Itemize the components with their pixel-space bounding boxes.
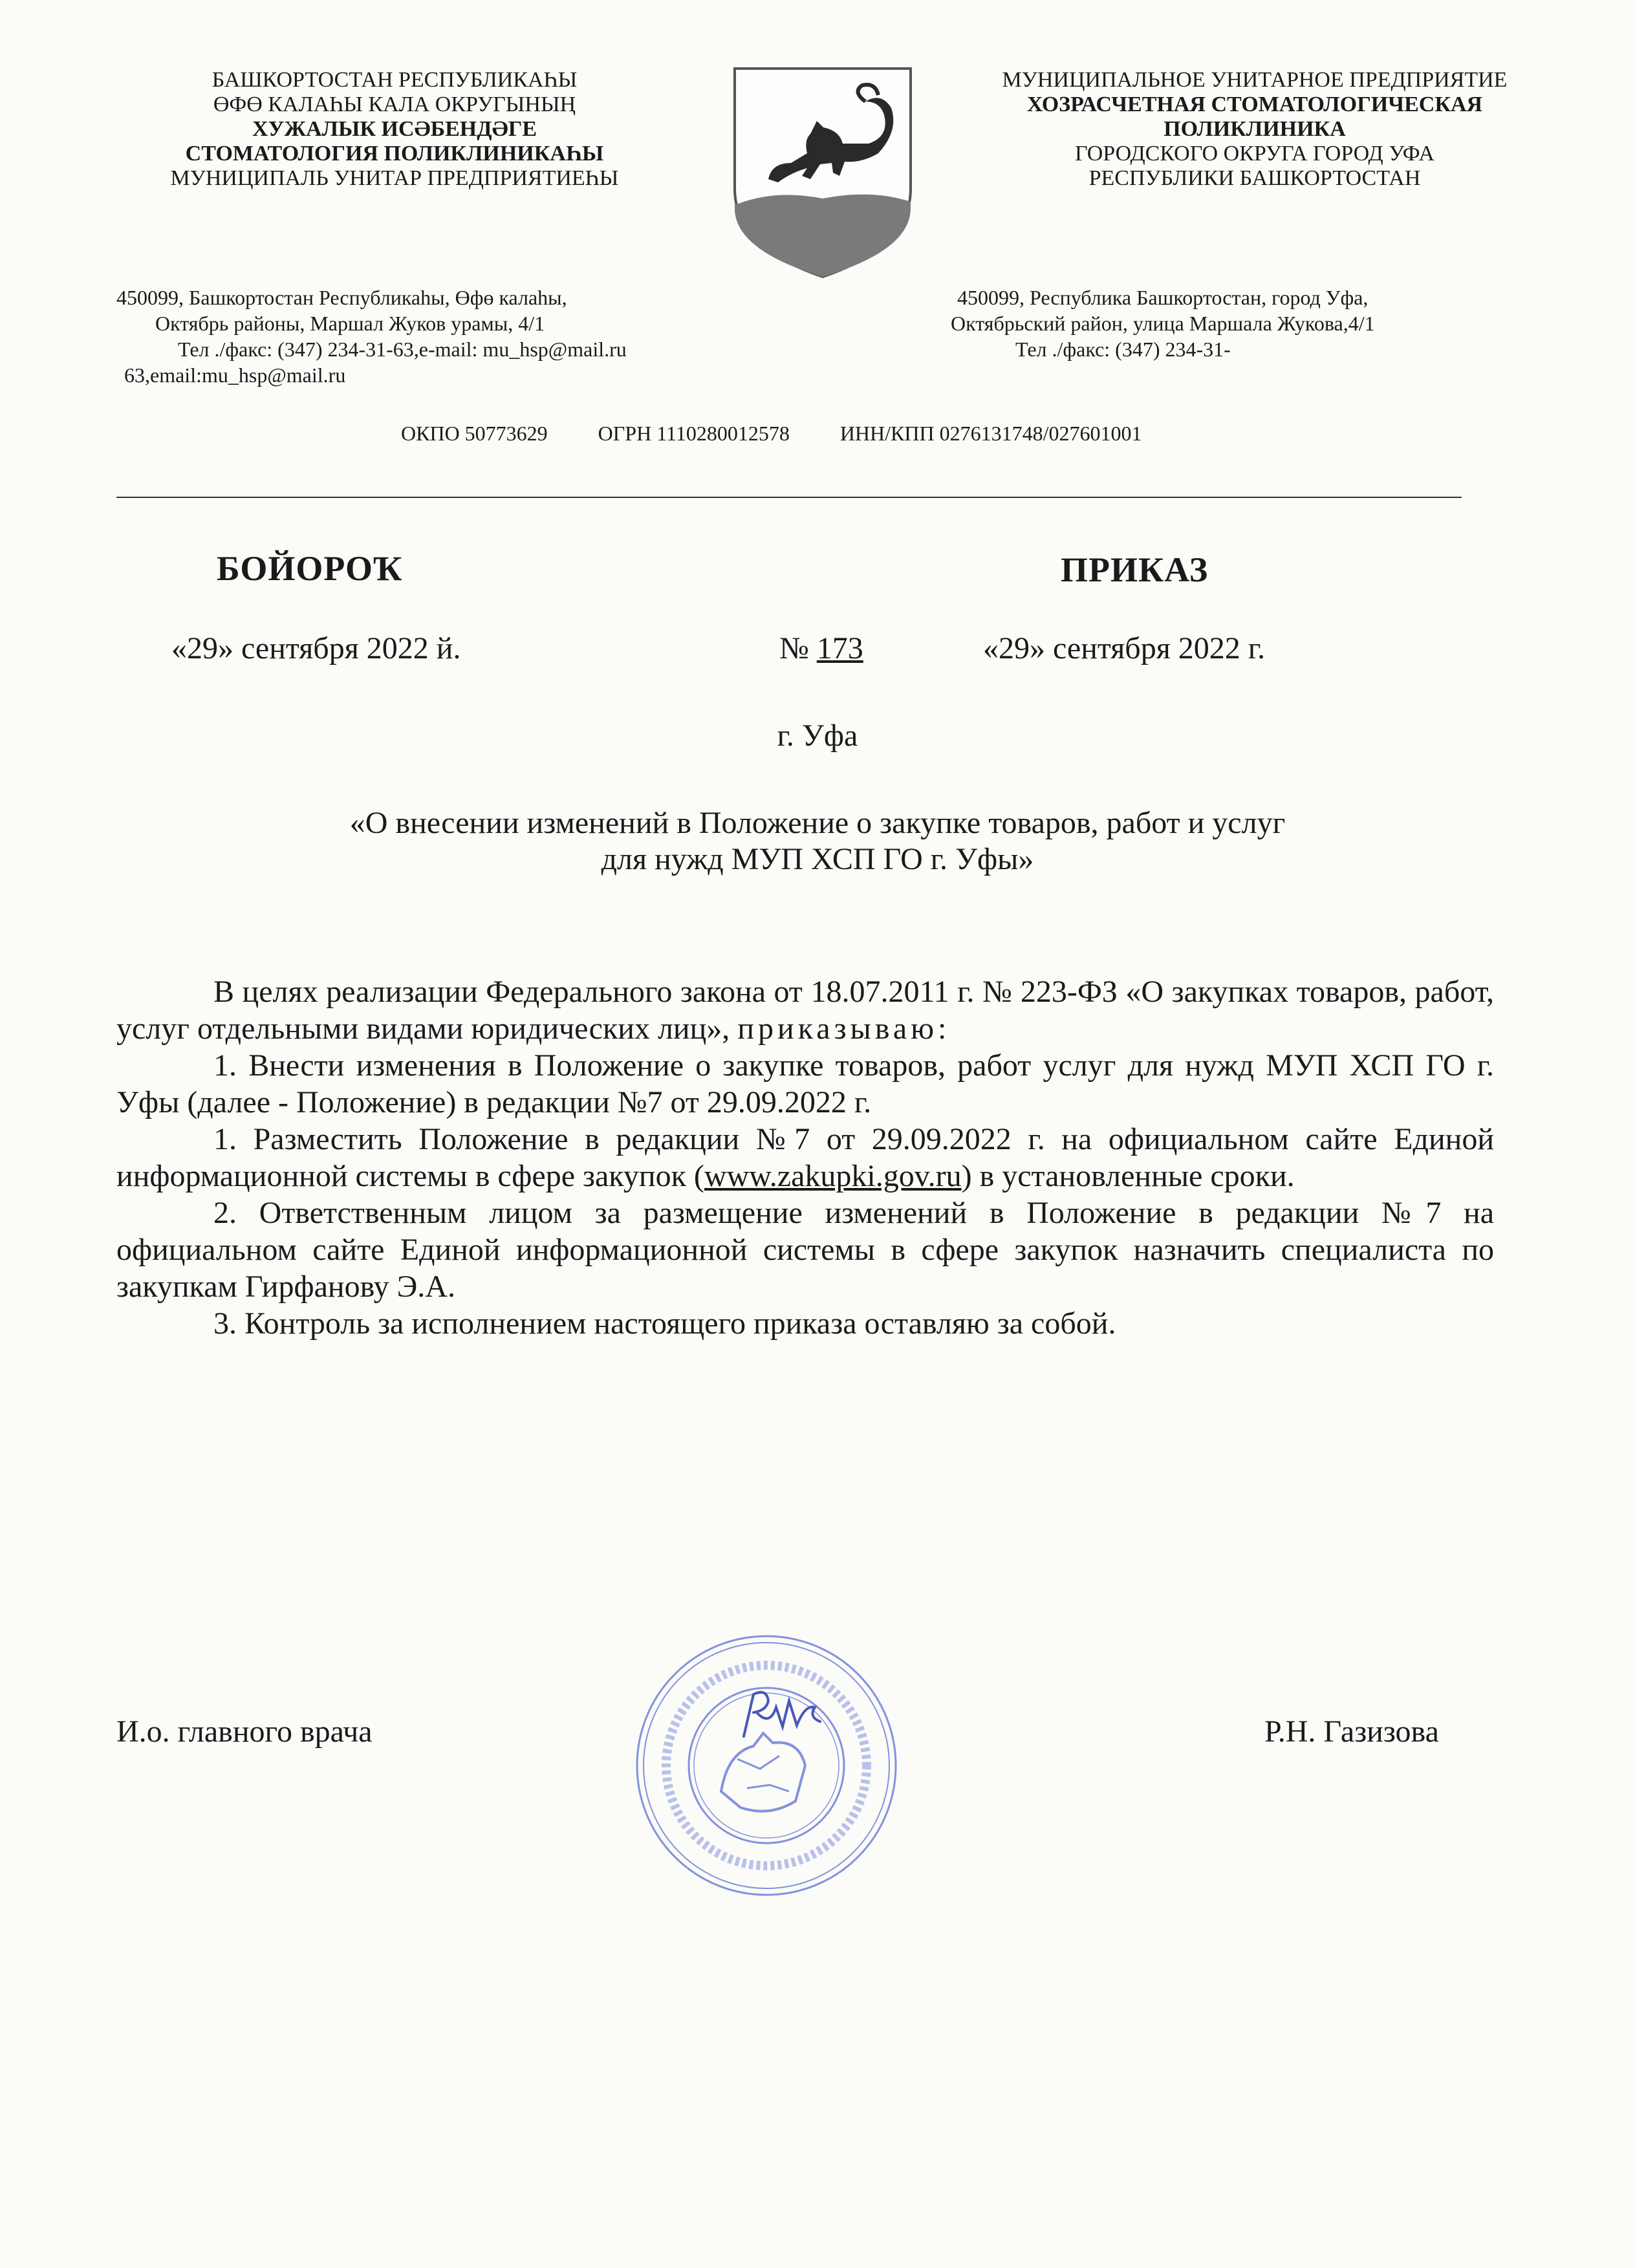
header-russian-line: ХОЗРАСЧЕТНАЯ СТОМАТОЛОГИЧЕСКАЯ [1026,92,1483,116]
okpo-code: ОКПО 50773629 [401,422,548,445]
order-number-prefix: № [779,631,817,665]
header-russian-line: ПОЛИКЛИНИКА [1164,117,1346,141]
address-line: Октябрь районы, Маршал Жуков урамы, 4/1 [155,312,545,335]
city-crest-icon [730,66,916,279]
subject-line: «О внесении изменений в Положение о закупке товаров, работ и услуг [349,806,1286,840]
order-number-value: 173 [816,631,863,665]
date-bashkir: «29» сентября 2022 й. [171,631,461,665]
header-bashkir-line: МУНИЦИПАЛЬ УНИТАР ПРЕДПРИЯТИЕҺЫ [170,166,619,190]
date-russian: «29» сентября 2022 г. [983,631,1266,665]
address-line: Тел ./факс: (347) 234-31-63,e-mail: mu_hsp@mail.ru [178,338,627,361]
address-russian [951,285,1375,362]
header-russian-line: ГОРОДСКОГО ОКРУГА ГОРОД УФА [1074,142,1435,166]
signer-name: Р.Н. Газизова [1264,1714,1439,1749]
handwritten-signature-icon [737,1681,834,1746]
inn-kpp-code: ИНН/КПП 0276131748/027601001 [839,422,1142,445]
header-bashkir-line: ХУЖАЛЫК ИСӘБЕНДӘГЕ [252,117,537,141]
item-3: 3. Контроль за исполнением настоящего приказа оставляю за собой. [213,1306,1116,1341]
registration-codes [401,422,1187,446]
item-1: 1. Внести изменения в Положение о закупке товаров, работ услуг для нужд МУП ХСП ГО г. Уфы (далее - Положение) в редакции №7 от 29.09.2022 г. [116,1048,1494,1119]
header-russian [938,68,1572,191]
header-divider [116,497,1462,498]
order-body [116,973,1494,1342]
address-line: 450099, Башкортостан Республикаһы, Өфө калаһы, [116,286,567,309]
document-title-bashkir: БОЙОРОҠ [217,549,403,588]
subject-line: для нужд МУП ХСП ГО г. Уфы» [601,842,1034,876]
order-number [779,631,863,666]
order-word: приказываю: [737,1011,951,1046]
address-bashkir [116,285,627,388]
address-line: Тел ./факс: (347) 234-31- [1015,338,1231,361]
ogrn-code: ОГРН 1110280012578 [598,422,790,445]
header-bashkir-line: БАШКОРТОСТАН РЕСПУБЛИКАҺЫ [211,68,578,92]
header-russian-line: РЕСПУБЛИКИ БАШКОРТОСТАН [1088,166,1421,190]
address-line: Октябрьский район, улица Маршала Жукова,4/1 [951,312,1375,335]
document-title-russian: ПРИКАЗ [1061,550,1209,589]
item-2: 2. Ответственным лицом за размещение изменений в Положение в редакции №7 на официальном сайте Единой информационной системы в сфере закупок назначить специалиста по закупкам Гирфанову Э.А. [116,1196,1494,1304]
item-1-publish [116,1121,1494,1194]
address-line: 63,email:mu_hsp@mail.ru [124,363,346,387]
signer-role: И.о. главного врача [116,1714,373,1749]
intro-paragraph [116,973,1494,1047]
intro-text: В целях реализации Федерального закона от 18.07.2011 г. № 223-ФЗ «О закупках товаров, работ, услуг отдельными видами юридических лиц», [116,975,1494,1046]
city-line: г. Уфа [777,718,858,753]
zakupki-link[interactable]: www.zakupki.gov.ru [704,1159,962,1193]
header-bashkir-line: ӨФӨ КАЛАҺЫ КАЛА ОКРУГЫНЫҢ [213,92,576,116]
round-stamp-icon [631,1630,902,1901]
address-line: 450099, Республика Башкортостан, город Уфа, [957,286,1369,309]
header-russian-line: МУНИЦИПАЛЬНОЕ УНИТАРНОЕ ПРЕДПРИЯТИЕ [1002,68,1508,92]
header-bashkir-line: СТОМАТОЛОГИЯ ПОЛИКЛИНИКАҺЫ [185,142,604,166]
item-1-publish-tail: ) в установленные сроки. [961,1159,1295,1193]
order-subject [0,805,1635,878]
item-1-publish-text: 1. Разместить Положение в редакции №7 от 29.09.2022 г. на официальном сайте Единой информационной системы в сфере закупок ( [116,1122,1494,1193]
header-bashkir [116,68,673,191]
